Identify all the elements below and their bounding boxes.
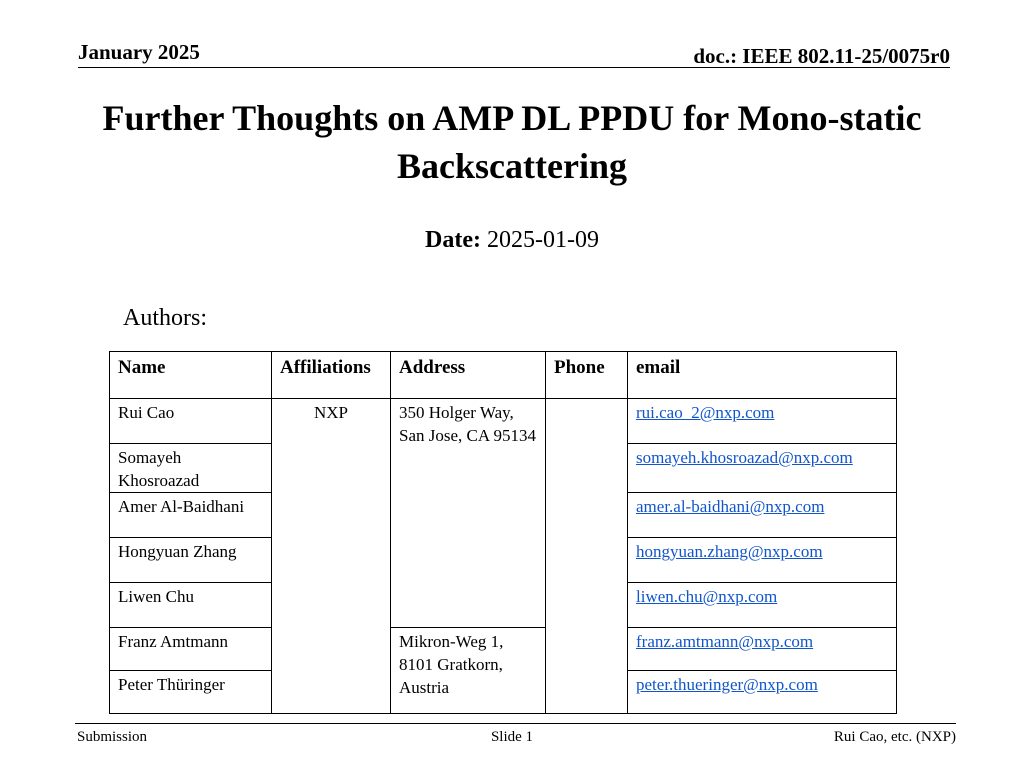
table-row <box>110 628 897 671</box>
author-name: Somayeh Khosroazad <box>110 444 272 493</box>
author-email[interactable] <box>628 399 897 444</box>
header-doc-id: doc.: IEEE 802.11-25/0075r0 <box>693 44 950 68</box>
author-email[interactable] <box>628 671 897 714</box>
email-link[interactable]: peter.thueringer@nxp.com <box>636 675 818 694</box>
footer-divider <box>75 723 956 724</box>
header-email: email <box>628 352 897 399</box>
author-name: Liwen Chu <box>110 583 272 628</box>
footer-author: Rui Cao, etc. (NXP) <box>833 729 956 745</box>
email-link[interactable]: amer.al-baidhani@nxp.com <box>636 497 825 516</box>
email-link[interactable]: rui.cao_2@nxp.com <box>636 403 775 422</box>
author-name: Peter Thüringer <box>110 671 272 714</box>
email-link[interactable]: hongyuan.zhang@nxp.com <box>636 542 823 561</box>
header-name: Name <box>110 352 272 399</box>
date-value: 2025-01-09 <box>486 227 599 253</box>
email-link[interactable]: franz.amtmann@nxp.com <box>636 632 814 651</box>
author-email[interactable] <box>628 444 897 493</box>
header-date: January 2025 <box>78 40 200 64</box>
footer-submission: Submission <box>77 729 148 745</box>
table-header-row <box>110 352 897 399</box>
author-name: Hongyuan Zhang <box>110 538 272 583</box>
date-line <box>0 227 1024 254</box>
header-divider <box>78 67 950 68</box>
header-affiliations: Affiliations <box>272 352 391 399</box>
slide-title: Further Thoughts on AMP DL PPDU for Mono-static Backscattering <box>102 98 922 186</box>
footer-slide-number: Slide 1 <box>490 729 534 745</box>
address-cell-1: 350 Holger Way, San Jose, CA 95134 <box>391 399 546 628</box>
author-name: Franz Amtmann <box>110 628 272 671</box>
phone-cell <box>546 399 628 714</box>
author-name: Rui Cao <box>110 399 272 444</box>
email-link[interactable]: liwen.chu@nxp.com <box>636 587 778 606</box>
author-email[interactable] <box>628 493 897 538</box>
address-cell-2: Mikron-Weg 1, 8101 Gratkorn, Austria <box>391 628 546 714</box>
author-email[interactable] <box>628 538 897 583</box>
authors-label: Authors: <box>123 305 207 331</box>
date-label: Date: <box>425 227 481 253</box>
author-name: Amer Al-Baidhani <box>110 493 272 538</box>
email-link[interactable]: somayeh.khosroazad@nxp.com <box>636 448 853 467</box>
authors-table <box>109 351 897 714</box>
header-phone: Phone <box>546 352 628 399</box>
author-email[interactable] <box>628 628 897 671</box>
affiliation-cell: NXP <box>272 399 391 714</box>
author-email[interactable] <box>628 583 897 628</box>
header-address: Address <box>391 352 546 399</box>
table-row <box>110 399 897 444</box>
